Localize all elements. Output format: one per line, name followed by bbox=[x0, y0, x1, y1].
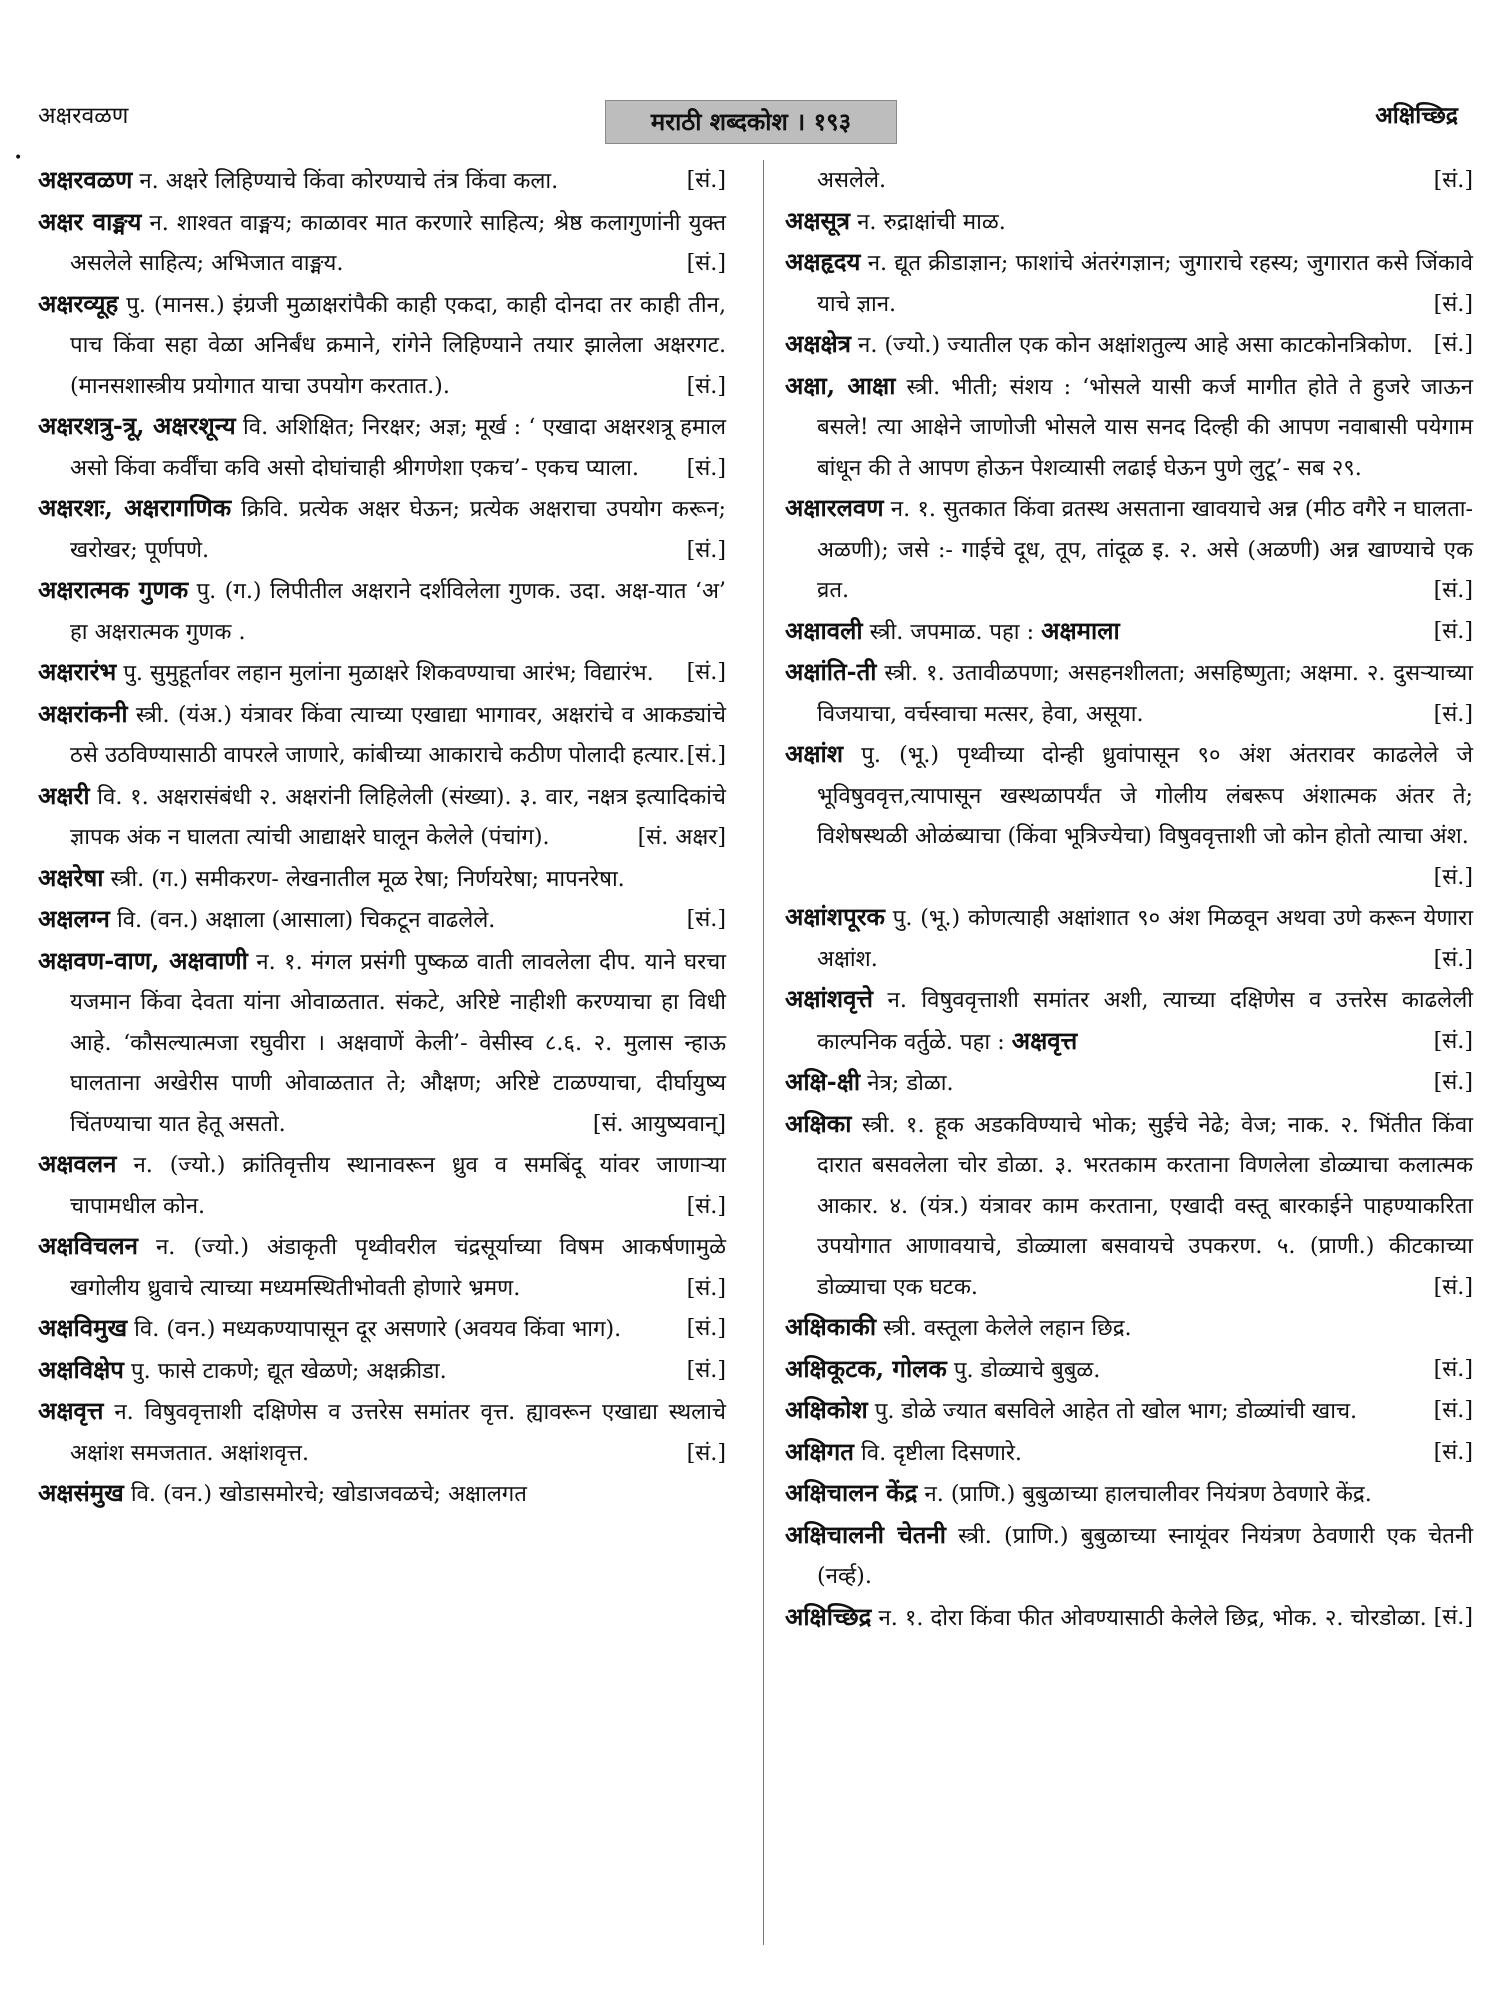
entry-body bbox=[785, 366, 1473, 489]
source-tag: [सं.] bbox=[1433, 1355, 1473, 1382]
source-tag: [सं.] bbox=[686, 536, 726, 563]
dictionary-entry bbox=[38, 1473, 726, 1515]
dictionary-entry bbox=[38, 202, 726, 284]
dictionary-entry bbox=[38, 1226, 726, 1308]
headword: अक्षहृदय bbox=[785, 247, 861, 276]
source-tag: [सं.] bbox=[686, 659, 726, 685]
entry-body bbox=[785, 979, 1473, 1062]
definition-text: स्त्री. जपमाळ. पहा : bbox=[862, 618, 1042, 645]
headword: अक्षरशः, अक्षरागणिक bbox=[38, 493, 232, 522]
headword: अक्षि-क्षी bbox=[785, 1067, 861, 1096]
left-column bbox=[38, 160, 726, 1515]
continuation-text: असलेले. bbox=[817, 167, 887, 193]
dictionary-entry bbox=[785, 1432, 1473, 1474]
headword: अक्षांशवृत्ते bbox=[785, 984, 874, 1013]
entry-body bbox=[38, 202, 726, 284]
entry-body bbox=[38, 1308, 726, 1350]
dictionary-entry bbox=[38, 570, 726, 652]
entry-body bbox=[38, 1350, 726, 1392]
source-tag: [सं.] bbox=[1433, 863, 1473, 890]
entry-body bbox=[785, 201, 1473, 243]
dictionary-entry bbox=[785, 1390, 1473, 1432]
dictionary-entry bbox=[38, 1144, 726, 1226]
definition-text: वि. १. अक्षरासंबंधी २. अक्षरांनी लिहिलेली (संख्या). ३. वार, नक्षत्र इत्यादिकांचे ज्ञापक अंक न घालता त्यांची आद्याक्षरे घालून केलेले (पंचांग). bbox=[70, 783, 726, 850]
definition-text: स्त्री. १. हूक अडकविण्याचे भोक; सुईचे नेढे; वेज; नाक. २. भिंतीत किंवा दारात बसवलेला चोर डोळा. ३. भरतकाम करताना विणलेला डोळ्याचा कलात्मक आकार. ४. (यंत्र.) यंत्रावर काम करताना, एखादी वस्तू बारकाईने पाहण्याकरिता उपयोगात आणावयाचे, डोळ्याला बसवायचे उपकरण. ५. (प्राणी.) कीटकाच्या डोळ्याचा एक घटक. bbox=[817, 1111, 1473, 1300]
source-tag: [सं.] bbox=[1433, 945, 1473, 972]
dictionary-entry bbox=[785, 1062, 1473, 1104]
headword: अक्षरारंभ bbox=[38, 657, 117, 686]
definition-text: न. (ज्यो.) अंडाकृती पृथ्वीवरील चंद्रसूर्याच्या विषम आकर्षणामुळे खगोलीय ध्रुवाचे त्याच्या मध्यमस्थितीभोवती होणारे भ्रमण. bbox=[70, 1234, 726, 1301]
dictionary-entry bbox=[785, 1515, 1473, 1597]
dictionary-entry bbox=[38, 1308, 726, 1350]
source-tag: [सं.] bbox=[1433, 1069, 1473, 1095]
entry-body bbox=[38, 570, 726, 652]
entry-body bbox=[38, 1391, 726, 1473]
entry-body bbox=[785, 1515, 1473, 1597]
headword: अक्षांश bbox=[785, 739, 844, 768]
dictionary-entry bbox=[38, 694, 726, 776]
definition-text: न. विषुववृत्ताशी दक्षिणेस व उत्तरेस समांतर वृत्त. ह्यावरून एखाद्या स्थलाचे अक्षांश समजतात. अक्षांशवृत्त. bbox=[70, 1399, 726, 1466]
source-tag: [सं.] bbox=[1433, 700, 1473, 727]
source-tag: [सं.] bbox=[686, 1315, 726, 1341]
headword: अक्षर वाङ्मय bbox=[38, 206, 142, 236]
definition-text: न. १. सुतकात किंवा व्रतस्थ असताना खावयाचे अन्न (मीठ वगैरे न घालता-अळणी); जसे :- गाईचे दूध, तूप, तांदूळ इ. २. असे (अळणी) अन्न खाण्याचे एक व्रत. bbox=[817, 496, 1473, 603]
definition-text: वि. (वन.) खोडासमोरचे; खोडाजवळचे; अक्षालगत bbox=[123, 1481, 527, 1507]
source-tag: [सं.] bbox=[1433, 331, 1473, 357]
source-tag: [सं.] bbox=[1433, 1273, 1473, 1300]
dictionary-entry bbox=[785, 1307, 1473, 1349]
dictionary-entry bbox=[785, 1473, 1473, 1515]
entry-body bbox=[785, 1597, 1473, 1639]
source-tag: [सं.] bbox=[686, 1439, 726, 1466]
headword: अक्षिगत bbox=[785, 1436, 854, 1466]
entry-body bbox=[785, 1349, 1473, 1391]
source-tag: [सं.] bbox=[686, 1274, 726, 1301]
definition-text: पु. (मानस.) इंग्रजी मुळाक्षरांपैकी काही एकदा, काही दोनदा तर काही तीन, पाच किंवा सहा वेळा अनिर्बंध क्रमाने, रांगेने लिहिण्याने तयार झालेला अक्षरगट. (मानसशास्त्रीय प्रयोगात याचा उपयोग करतात.). bbox=[70, 291, 726, 399]
source-tag: [सं.] bbox=[686, 906, 726, 932]
continuation-entry bbox=[785, 160, 1473, 201]
definition-text: पु. डोळे ज्यात बसविले आहेत तो खोल भाग; डोळ्यांची खाच. bbox=[867, 1398, 1358, 1424]
dictionary-entry bbox=[38, 488, 726, 570]
definition-text: स्त्री. १. उतावीळपणा; असहनशीलता; असहिष्णुता; अक्षमा. २. दुसऱ्याच्या विजयाचा, वर्चस्वाचा मत्सर, हेवा, असूया. bbox=[817, 660, 1473, 727]
definition-text: पु. सुमुहूर्तावर लहान मुलांना मुळाक्षरे शिकवण्याचा आरंभ; विद्यारंभ. bbox=[116, 660, 654, 686]
guide-word-right: अक्षिच्छिद्र bbox=[1375, 102, 1458, 129]
source-tag: [सं.] bbox=[1433, 577, 1473, 603]
entry-body bbox=[38, 1144, 726, 1226]
source-tag: [सं. अक्षर] bbox=[637, 824, 726, 850]
dictionary-entry bbox=[785, 652, 1473, 734]
headword: अक्षांशपूरक bbox=[785, 902, 885, 931]
source-tag: [सं.] bbox=[686, 454, 726, 481]
definition-text: स्त्री. (ग.) समीकरण- लेखनातील मूळ रेषा; निर्णयरेषा; मापनरेषा. bbox=[103, 865, 625, 892]
headword: अक्षरशत्रु-त्रू, अक्षरशून्य bbox=[38, 411, 236, 440]
definition-text: न. रुद्राक्षांची माळ. bbox=[850, 208, 1006, 235]
dictionary-entry bbox=[785, 734, 1473, 897]
dictionary-entry bbox=[785, 611, 1473, 653]
definition-text: स्त्री. (प्राणि.) बुबुळाच्या स्नायूंवर नियंत्रण ठेवणारी एक चेतनी (नर्व्ह). bbox=[817, 1522, 1473, 1589]
entry-body bbox=[785, 652, 1473, 734]
source-tag: [सं.] bbox=[1433, 1397, 1473, 1423]
definition-text: न. (प्राणि.) बुबुळाच्या हालचालीवर नियंत्रण ठेवणारे केंद्र. bbox=[917, 1481, 1372, 1507]
dictionary-entry bbox=[785, 201, 1473, 243]
definition-text: स्त्री. (यंअ.) यंत्रावर किंवा त्याच्या एखाद्या भागावर, अक्षरांचे व आकड्यांचे ठसे उठविण्यासाठी वापरले जाणारे, कांबीच्या आकाराचे कठीण पोलादी हत्यार. bbox=[70, 701, 726, 768]
source-tag: [सं. आयुष्यवान्] bbox=[592, 1110, 726, 1137]
source-tag: [सं.] bbox=[686, 1356, 726, 1383]
definition-text: न. (ज्यो.) क्रांतिवृत्तीय स्थानावरून ध्रुव व समबिंदू यांवर जाणाऱ्या चापामधील कोन. bbox=[70, 1152, 726, 1219]
dictionary-entry bbox=[785, 488, 1473, 611]
entry-body bbox=[38, 488, 726, 570]
dictionary-entry bbox=[38, 284, 726, 407]
definition-text: स्त्री. वस्तूला केलेले लहान छिद्र. bbox=[876, 1315, 1132, 1341]
headword: अक्षावली bbox=[785, 615, 863, 645]
source-tag: [सं.] bbox=[686, 1192, 726, 1219]
dictionary-entry bbox=[785, 242, 1473, 324]
definition-text: पु. (भू.) पृथ्वीच्या दोन्ही ध्रुवांपासून ९० अंश अंतरावर काढलेले जे भूविषुववृत्त,त्यापासून खस्थळापर्यंत जे गोलीय लंबरूप अंशात्मक अंतर ते; विशेषस्थळी ओळंब्याचा (किंवा भूत्रिज्येचा) विषुववृत्ताशी जो कोन होतो त्याचा अंश. bbox=[817, 742, 1473, 849]
definition-text: पु. डोळ्याचे बुबुळ. bbox=[946, 1356, 1101, 1383]
entry-body bbox=[38, 694, 726, 776]
headword: अक्षिकाकी bbox=[785, 1312, 877, 1341]
margin-bullet: • bbox=[14, 150, 23, 166]
entry-body bbox=[785, 488, 1473, 611]
cross-reference: अक्षवृत्त bbox=[1011, 1025, 1078, 1055]
headword: अक्षरी bbox=[38, 780, 90, 810]
source-tag: [सं.] bbox=[1433, 1438, 1473, 1465]
definition-text: नेत्र; डोळा. bbox=[860, 1070, 954, 1096]
dictionary-entry bbox=[38, 652, 726, 694]
dictionary-entry bbox=[38, 406, 726, 488]
headword: अक्षरव्यूह bbox=[38, 288, 119, 318]
headword: अक्षवृत्त bbox=[38, 1396, 104, 1425]
dictionary-entry bbox=[38, 941, 726, 1145]
column-divider bbox=[763, 160, 764, 1945]
definition-text: न. विषुववृत्ताशी समांतर अशी, त्याच्या दक्षिणेस व उत्तरेस काढलेली काल्पनिक वर्तुळे. पहा : bbox=[817, 987, 1473, 1055]
headword: अक्षरेषा bbox=[38, 862, 104, 892]
entry-body bbox=[38, 652, 726, 694]
entry-body bbox=[785, 611, 1473, 653]
headword: अक्षरात्मक गुणक bbox=[38, 575, 189, 604]
entry-body bbox=[785, 897, 1473, 979]
dictionary-entry bbox=[785, 366, 1473, 489]
source-tag: [सं.] bbox=[1433, 1027, 1473, 1054]
headword: अक्षसंमुख bbox=[38, 1478, 124, 1507]
headword: अक्षिचालनी चेतनी bbox=[785, 1519, 946, 1549]
definition-text: स्त्री. भीती; संशय : ‘भोसले यासी कर्ज मागीत होते ते हुजरे जाऊन बसले! त्या आक्षेने जाणोजी भोसले यास सनद दिल्ही की आपण नवाबासी पयेगाम बांधून की ते आपण होऊन पेशव्यासी लढाई घेऊन पुणे लुटू’- सब २९. bbox=[817, 373, 1473, 481]
headword: अक्षिकूटक, गोलक bbox=[785, 1353, 947, 1383]
headword: अक्षिका bbox=[785, 1108, 852, 1138]
dictionary-entry bbox=[785, 1597, 1473, 1639]
source-tag: [सं.] bbox=[686, 372, 726, 399]
dictionary-entry bbox=[38, 899, 726, 941]
headword: अक्षविचलन bbox=[38, 1231, 138, 1260]
entry-body bbox=[785, 1432, 1473, 1474]
source-tag: [सं.] bbox=[1433, 167, 1473, 193]
definition-text: वि. (वन.) मध्यकण्यापासून दूर असणारे (अवयव किंवा भाग). bbox=[127, 1316, 622, 1342]
dictionary-entry bbox=[38, 858, 726, 900]
definition-text: पु. फासे टाकणे; द्यूत खेळणे; अक्षक्रीडा. bbox=[123, 1357, 447, 1384]
headword: अक्षरांकनी bbox=[38, 698, 128, 728]
definition-text: न. शाश्वत वाङ्मय; काळावर मात करणारे साहित्य; श्रेष्ठ कलागुणांनी युक्त असलेले साहित्य; अभिजात वाङ्मय. bbox=[70, 209, 726, 276]
dictionary-entry bbox=[38, 776, 726, 858]
source-tag: [सं.] bbox=[1433, 290, 1473, 317]
definition-text: न. (ज्यो.) ज्यातील एक कोन अक्षांशतुल्य आहे असा काटकोनत्रिकोण. bbox=[851, 332, 1414, 358]
entry-body bbox=[785, 1104, 1473, 1308]
source-tag: [सं.] bbox=[686, 742, 726, 768]
entry-body bbox=[785, 1390, 1473, 1432]
entry-body bbox=[785, 1473, 1473, 1515]
dictionary-entry bbox=[38, 1391, 726, 1473]
definition-text: न. १. दोरा किंवा फीत ओवण्यासाठी केलेले छिद्र, भोक. २. चोरडोळा. bbox=[871, 1604, 1427, 1631]
definition-text: वि. अशिक्षित; निरक्षर; अज्ञ; मूर्ख : ‘ एखादा अक्षरशत्रू हमाल असो किंवा कर्वींचा कवि असो दोघांचाही श्रीगणेशा एकच’- एकच प्याला. bbox=[70, 414, 726, 481]
page-header bbox=[0, 0, 1500, 136]
dictionary-entry bbox=[38, 160, 726, 202]
definition-text: पु. (भू.) कोणत्याही अक्षांशात ९० अंश मिळवून अथवा उणे करून येणारा अक्षांश. bbox=[817, 905, 1473, 972]
dictionary-entry bbox=[785, 979, 1473, 1062]
entry-body bbox=[785, 734, 1473, 890]
headword: अक्षा, आक्षा bbox=[785, 370, 896, 400]
cross-reference: अक्षमाला bbox=[1041, 615, 1120, 645]
dictionary-entry bbox=[785, 1104, 1473, 1308]
entry-body bbox=[785, 242, 1473, 324]
entry-body bbox=[38, 941, 726, 1145]
headword: अक्षविक्षेप bbox=[38, 1354, 124, 1384]
headword: अक्षरवळण bbox=[38, 165, 133, 194]
source-tag: [सं.] bbox=[1433, 617, 1473, 644]
entry-body bbox=[38, 776, 726, 858]
entry-body bbox=[785, 1062, 1473, 1104]
entry-body bbox=[785, 324, 1473, 366]
entry-body bbox=[785, 1307, 1473, 1349]
entry-body bbox=[38, 160, 726, 202]
entry-body bbox=[38, 899, 726, 941]
headword: अक्षलग्न bbox=[38, 904, 110, 933]
definition-text: न. द्यूत क्रीडाज्ञान; फाशांचे अंतरंगज्ञान; जुगाराचे रहस्य; जुगारात कसे जिंकावे याचे ज्ञान. bbox=[817, 250, 1473, 317]
definition-text: पु. (ग.) लिपीतील अक्षराने दर्शविलेला गुणक. उदा. अक्ष-यात ‘अ’ हा अक्षरात्मक गुणक . bbox=[70, 578, 726, 645]
definition-text: वि. (वन.) अक्षाला (आसाला) चिकटून वाढलेले. bbox=[109, 907, 496, 933]
headword: अक्षवलन bbox=[38, 1149, 117, 1178]
dictionary-entry bbox=[785, 897, 1473, 979]
source-tag: [सं.] bbox=[686, 250, 726, 276]
entry-body bbox=[38, 284, 726, 407]
definition-text: न. अक्षरे लिहिण्याचे किंवा कोरण्याचे तंत्र किंवा कला. bbox=[132, 168, 559, 194]
headword: अक्षांति-ती bbox=[785, 657, 877, 686]
dictionary-entry bbox=[38, 1350, 726, 1392]
entry-body bbox=[38, 1473, 726, 1515]
entry-body bbox=[38, 406, 726, 488]
headword: अक्षिचालन केंद्र bbox=[785, 1478, 918, 1507]
source-tag: [सं.] bbox=[686, 167, 726, 193]
headword: अक्षिच्छिद्र bbox=[785, 1601, 872, 1631]
dictionary-entry bbox=[785, 1349, 1473, 1391]
entry-body bbox=[38, 1226, 726, 1308]
entry-body bbox=[38, 858, 726, 900]
dictionary-entry bbox=[785, 324, 1473, 366]
right-column bbox=[785, 160, 1473, 1638]
guide-word-left: अक्षरवळण bbox=[38, 103, 129, 129]
headword: अक्षक्षेत्र bbox=[785, 329, 851, 358]
definition-text: वि. दृष्टीला दिसणारे. bbox=[853, 1439, 1022, 1466]
headword: अक्षारलवण bbox=[785, 493, 884, 522]
source-tag: [सं.] bbox=[1433, 1603, 1473, 1630]
headword: अक्षसूत्र bbox=[785, 205, 851, 235]
headword: अक्षिकोश bbox=[785, 1395, 868, 1424]
page-title: मराठी शब्दकोश । १९३ bbox=[605, 100, 897, 144]
definition-text: न. १. मंगल प्रसंगी पुष्कळ वाती लावलेला दीप. याने घरचा यजमान किंवा देवता यांना ओवाळतात. संकटे, अरिष्टे नाहीशी करण्याचा हा विधी आहे. ‘कौसल्यात्मजा रघुवीरा । अक्षवाणें केली’- वेसीस्व ८.६. २. मुलास न्हाऊ घालताना अखेरीस पाणी ओवाळतात ते; औक्षण; अरिष्टे टाळण्याचा, दीर्घायुष्य चिंतण्याचा यात हेतू असतो. bbox=[70, 948, 726, 1137]
headword: अक्षविमुख bbox=[38, 1313, 128, 1342]
definition-text: क्रिवि. प्रत्येक अक्षर घेऊन; प्रत्येक अक्षराचा उपयोग करून; खरोखर; पूर्णपणे. bbox=[70, 496, 726, 563]
headword: अक्षवण-वाण, अक्षवाणी bbox=[38, 945, 248, 975]
